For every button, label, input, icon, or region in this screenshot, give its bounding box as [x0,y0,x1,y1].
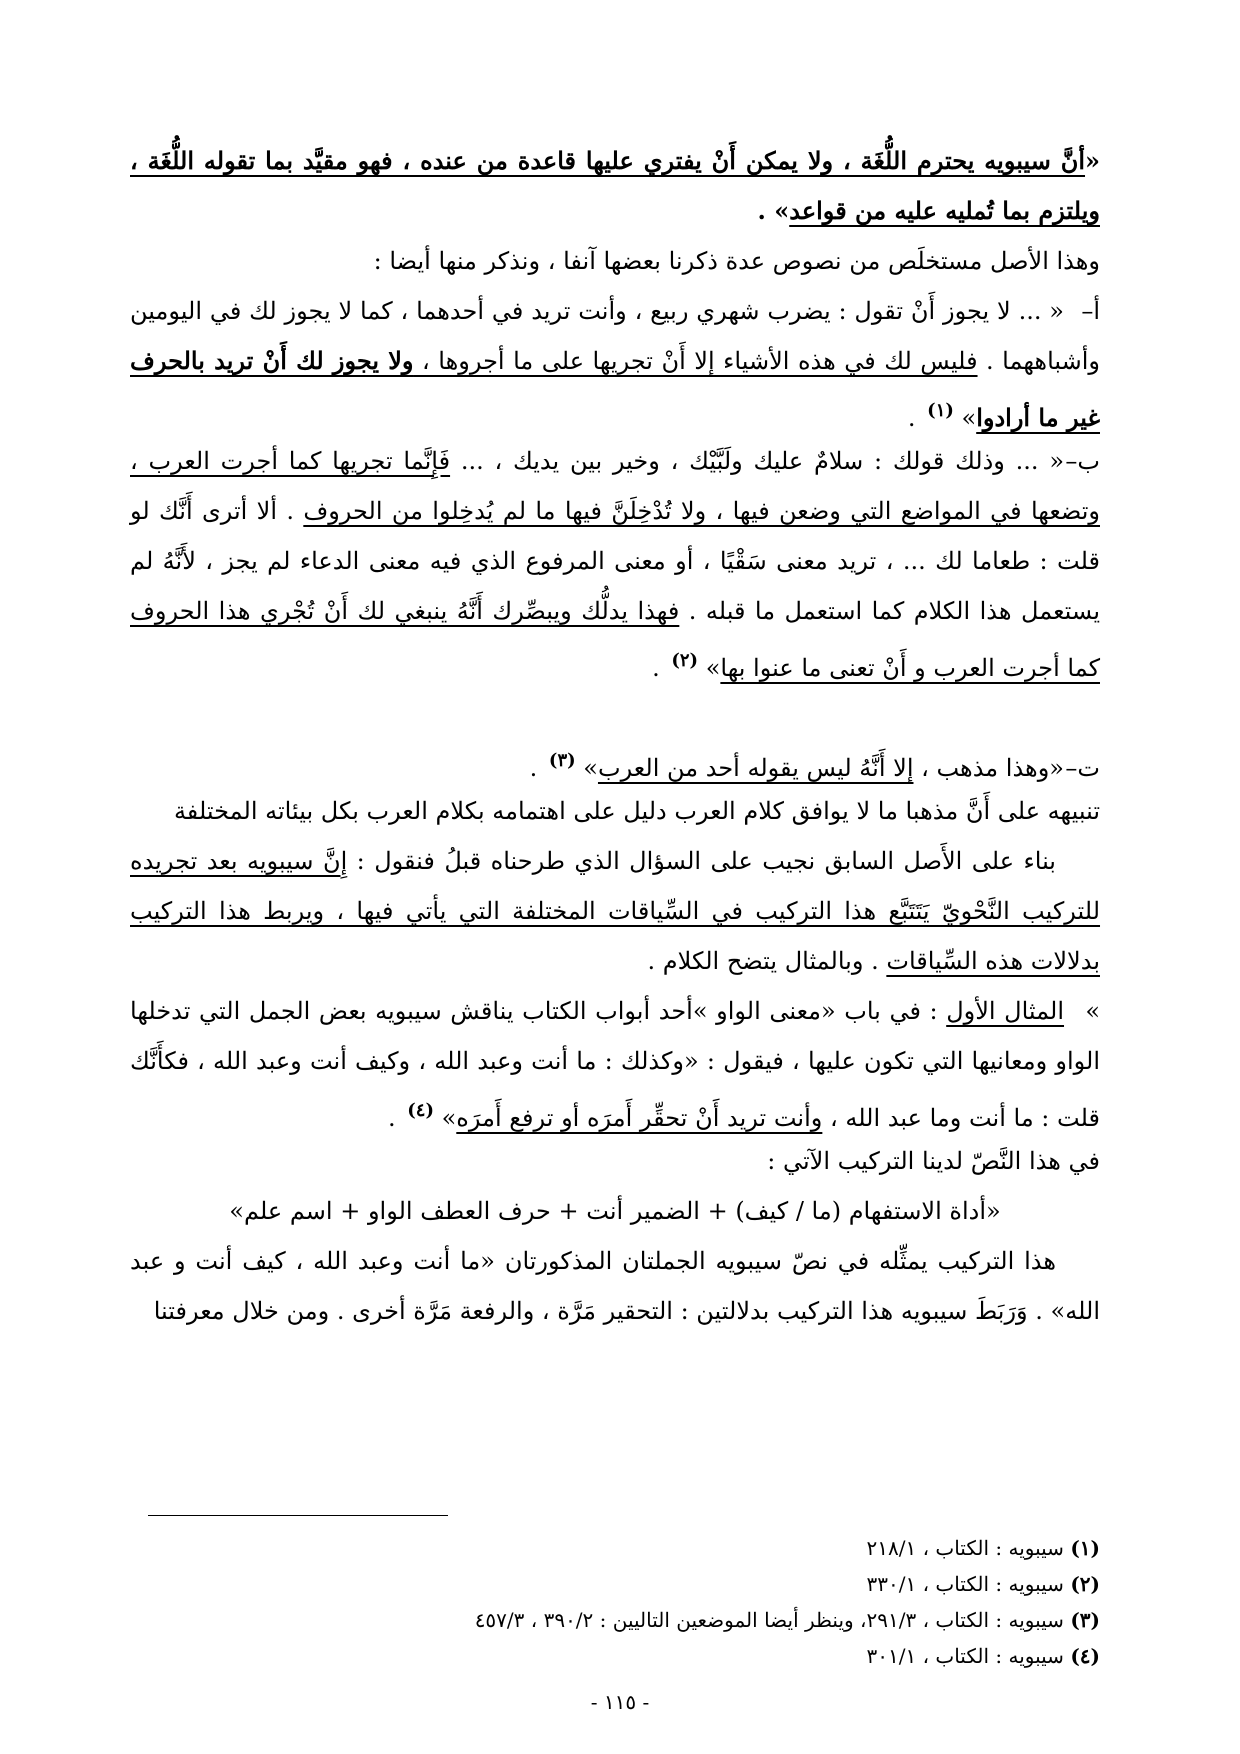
page-number: - ١١٥ - [590,1690,650,1714]
structure-intro: في هذا النَّصّ لدينا التركيب الآتي : [767,1147,1100,1175]
item-t: ت–«وهذا مذهب ، إلا أَنَّهُ ليس يقوله أحد من العرب» $^{(٣)}$ . [130,736,1100,793]
item-a: أ–« ... لا يجوز أَنْ تقول : يضرب شهري ربيع ، وأنت تريد في أحدهما ، كما لا يجوز لك في اليومين وأشباههما . فليس لك في هذه الأشياء إلا أَنْ تجريها على ما أجروها ، ولا يجوز لك أَنْ تريد بالحرف غير ما أرادوا» $^{(١)}$ . [130,286,1100,443]
footnote-divider [148,1515,448,1516]
item-b: ب–« ... وذلك قولك : سلامٌ عليك ولَبَّيْك ، وخير بين يديك ، ... فَإِنَّما تجريها كما أجرت العرب ، وتضعها في المواضع التي وضعن فيها ، ولا تُدْخِلَنَّ فيها ما لم يُدخِلوا من الحروف . ألا أترى أَنَّك لو قلت : طعاما لك ... ، تريد معنى سَقْيًا ، أو معنى المرفوع الذي فيه معنى الدعاء لم يجز ، لأَنَّهُ لم يستعمل هذا الكلام كما استعمل ما قبله . فهذا يدلُّك ويبصِّرك أَنَّهُ ينبغي لك أَنْ تُجْري هذا الحروف كما أجرت العرب و أَنْ تعنى ما عنوا بها» $^{(٢)}$ . [130,436,1100,693]
example-title: المثال الأول [946,997,1065,1025]
build-paragraph: بناء على الأَصل السابق نجيب على السؤال الذي طرحناه قبلُ فنقول : إِنَّ سيبويه بعد تجريده للتركيب النَّحْويّ يَتَتَبَّع هذا التركيب في السِّياقات المختلفة التي يأتي فيها ، ويربط هذا التركيب بدلالات هذه السِّياقات . وبالمثال يتضح الكلام . [130,847,1101,975]
intro-paragraph: وهذا الأصل مستخلَص من نصوص عدة ذكرنا بعضها آنفا ، ونذكر منها أيضا : [373,247,1100,275]
quoted-principle-text: أنَّ سيبويه يحترم اللُّغَة ، ولا يمكن أَنْ يفتري عليها قاعدة من عنده ، فهو مقيَّد بما تقوله اللُّغَة ، ويلتزم بما تُمليه عليه من قواعد [130,146,1100,225]
footnote-ref-1: (١) [927,400,954,421]
footnote-3: (٣) سيبويه : الكتاب ، ٢٩١/٣، وينظر أيضا الموضعين التاليين : ٣٩٠/٢ ، ٤٥٧/٣ [474,1608,1100,1632]
bullet-icon: » [1085,997,1101,1025]
footnote-2: (٢) سيبويه : الكتاب ، ٣٣٠/١ [866,1572,1100,1596]
footnote-ref-2: (٢) [671,650,699,671]
footnote-4: (٤) سيبويه : الكتاب ، ٣٠١/١ [866,1644,1100,1668]
structure-formula: «أداة الاستفهام (ما / كيف) + الضمير أنت + حرف العطف الواو + اسم علم» [229,1197,1001,1225]
footnote-ref-4: (٤) [407,1100,434,1121]
footnote-ref-3: (٣) [548,750,576,771]
item-a-label: أ– [1081,297,1100,325]
item-b-label: ب– [1065,447,1100,475]
footnote-1: (١) سيبويه : الكتاب ، ٢١٨/١ [866,1536,1100,1560]
closing-paragraph: هذا التركيب يمثِّله في نصّ سيبويه الجملتان المذكورتان «ما أنت وعبد الله ، كيف أنت و عبد الله» . وَرَبَطَ سيبويه هذا التركيب بدلالتين : التحقير مَرَّة ، والرفعة مَرَّة أخرى . ومن خلال معرفتنا [130,1247,1100,1325]
quoted-principle: «أنَّ سيبويه يحترم اللُّغَة ، ولا يمكن أَنْ يفتري عليها قاعدة من عنده ، فهو مقيَّد بما تقوله اللُّغَة ، ويلتزم بما تُمليه عليه من قواعد» . [130,146,1101,225]
note-paragraph: تنبيهه على أَنَّ مذهبا ما لا يوافق كلام العرب دليل على اهتمامه بكلام العرب بكل بيئاته المختلفة [173,797,1100,825]
example-paragraph: »المثال الأول : في باب «معنى الواو »أحد أبواب الكتاب يناقش سيبويه بعض الجمل التي تدخلها الواو ومعانيها التي تكون عليها ، فيقول : «وكذلك : ما أنت وعبد الله ، وكيف أنت وعبد الله ، فكأَنَّك قلت : ما أنت وما عبد الله ، وأنت تريد أَنْ تحقِّر أَمرَه أو ترفع أَمرَه» $^{(٤)}$ . [130,986,1100,1143]
item-t-label: ت– [1065,754,1100,782]
